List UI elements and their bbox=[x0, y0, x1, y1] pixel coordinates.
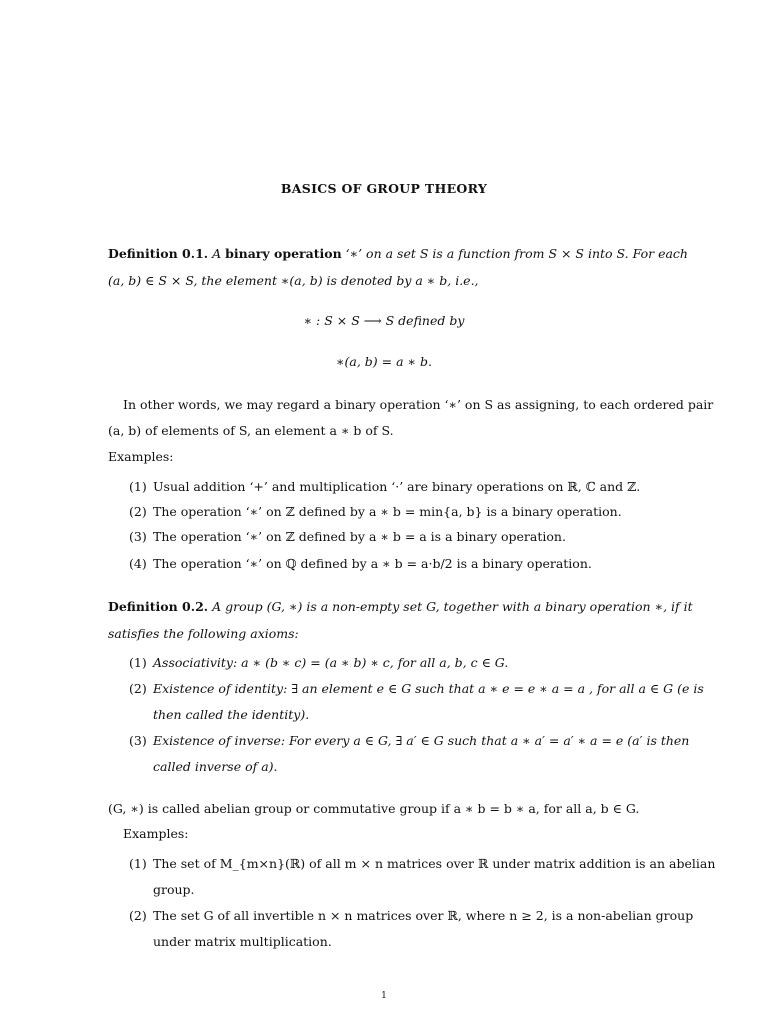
example-1-2 bbox=[129, 504, 622, 520]
example-1-4 bbox=[129, 556, 592, 572]
definition-1-line-2: (a, b) ∈ S × S, the element ∗(a, b) is denoted by a ∗ b, i.e., bbox=[108, 273, 479, 288]
definition-2-heading: Definition 0.2. bbox=[108, 599, 209, 614]
list-number: (2) bbox=[129, 504, 147, 519]
axiom-2-continued: then called the identity). bbox=[153, 707, 310, 722]
page-title: BASICS OF GROUP THEORY bbox=[280, 181, 488, 196]
paragraph-1-line-2: (a, b) of elements of S, an element a ∗ b of S. bbox=[108, 423, 394, 438]
example-2-1-continued: group. bbox=[153, 882, 195, 897]
examples-label-2: Examples: bbox=[123, 826, 189, 841]
axiom-1 bbox=[129, 655, 508, 671]
page-number: 1 bbox=[381, 991, 387, 1001]
axiom-3-continued: called inverse of a). bbox=[153, 759, 278, 774]
example-2-2 bbox=[129, 908, 693, 924]
definition-1-line-1 bbox=[108, 246, 688, 262]
list-number: (2) bbox=[129, 908, 147, 923]
example-2-2-continued: under matrix multiplication. bbox=[153, 934, 332, 949]
axiom-text: Existence of identity: ∃ an element e ∈ G such that a ∗ e = e ∗ a = a , for all a ∈ G (e is bbox=[153, 681, 704, 696]
list-number: (3) bbox=[129, 529, 147, 544]
example-1-1 bbox=[129, 479, 640, 495]
binary-operation-term: binary operation bbox=[225, 246, 342, 261]
example-1-3 bbox=[129, 529, 566, 545]
list-text: The set of M_{m×n}(ℝ) of all m × n matrices over ℝ under matrix addition is an abelian bbox=[153, 856, 716, 871]
definition-2-text: A group (G, ∗) is a non-empty set G, together with a binary operation ∗, if it bbox=[208, 599, 693, 614]
list-text: Usual addition ‘+’ and multiplication ‘·’ are binary operations on ℝ, ℂ and ℤ. bbox=[153, 479, 641, 494]
list-number: (1) bbox=[129, 856, 147, 871]
example-2-1 bbox=[129, 856, 715, 872]
list-number: (2) bbox=[129, 681, 147, 696]
list-text: The set G of all invertible n × n matrices over ℝ, where n ≥ 2, is a non-abelian group bbox=[153, 908, 694, 923]
list-text: The operation ‘∗’ on ℤ defined by a ∗ b = a is a binary operation. bbox=[153, 529, 566, 544]
definition-1-display-2: ∗(a, b) = a ∗ b. bbox=[336, 354, 432, 369]
list-number: (1) bbox=[129, 479, 147, 494]
axiom-text: Existence of inverse: For every a ∈ G, ∃ a′ ∈ G such that a ∗ a′ = a′ ∗ a = e (a′ is then bbox=[153, 733, 690, 748]
examples-label: Examples: bbox=[108, 449, 174, 464]
axiom-2 bbox=[129, 681, 704, 697]
abelian-definition: (G, ∗) is called abelian group or commutative group if a ∗ b = b ∗ a, for all a, b ∈ G. bbox=[108, 801, 640, 816]
paragraph-1-line-1: In other words, we may regard a binary operation ‘∗’ on S as assigning, to each ordered pair bbox=[123, 397, 714, 412]
list-number: (3) bbox=[129, 733, 147, 748]
definition-1-heading: Definition 0.1. bbox=[108, 246, 209, 261]
axiom-text: Associativity: a ∗ (b ∗ c) = (a ∗ b) ∗ c, for all a, b, c ∈ G. bbox=[153, 655, 509, 670]
list-number: (1) bbox=[129, 655, 147, 670]
axiom-3 bbox=[129, 733, 689, 749]
list-text: The operation ‘∗’ on ℤ defined by a ∗ b = min{a, b} is a binary operation. bbox=[153, 504, 622, 519]
definition-2-line-2: satisfies the following axioms: bbox=[108, 626, 299, 641]
definition-1-text-a: A bbox=[212, 246, 226, 261]
list-number: (4) bbox=[129, 556, 147, 571]
definition-1-text-b: ‘∗’ on a set S is a function from S × S into S. For each bbox=[341, 246, 688, 261]
definition-1-display-1: ∗ : S × S ⟶ S defined by bbox=[303, 313, 465, 328]
definition-2-line-1 bbox=[108, 599, 693, 615]
list-text: The operation ‘∗’ on ℚ defined by a ∗ b = a·b/2 is a binary operation. bbox=[153, 556, 592, 571]
